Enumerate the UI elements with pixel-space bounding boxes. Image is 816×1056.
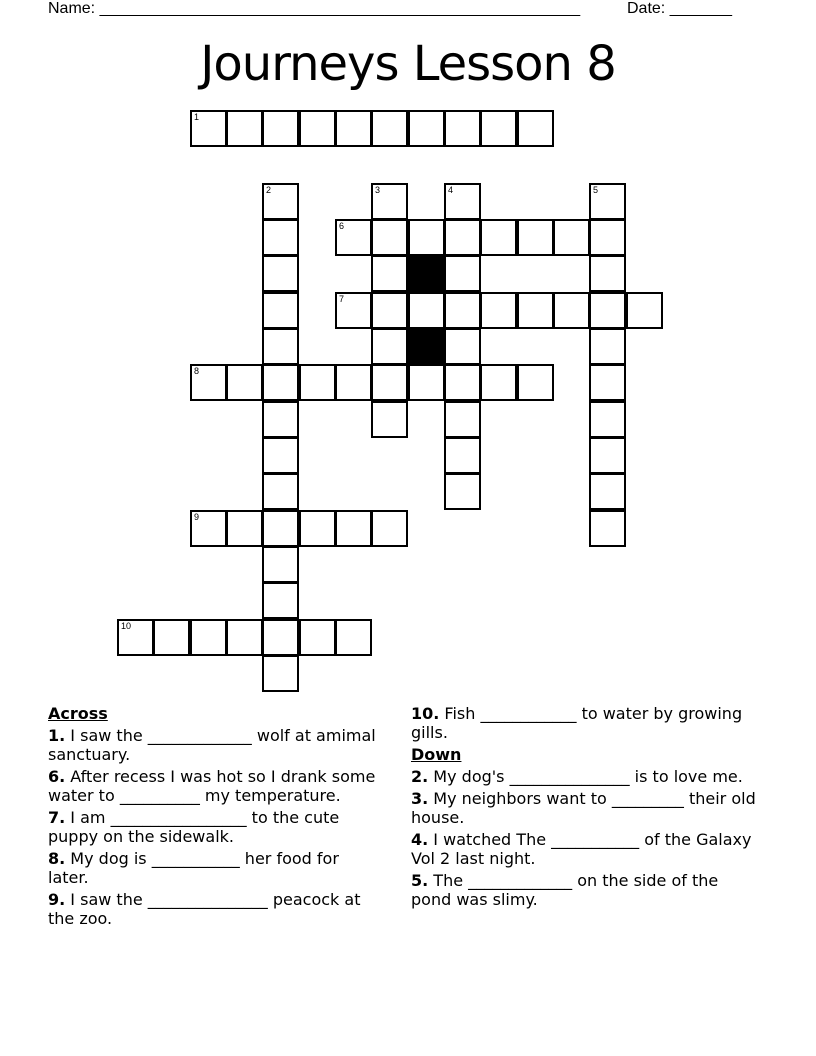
crossword-black-square [408,255,445,292]
crossword-cell[interactable] [589,183,626,220]
crossword-cell[interactable] [444,219,481,256]
crossword-cell[interactable] [444,401,481,438]
crossword-cell[interactable] [589,510,626,547]
crossword-cell[interactable] [262,582,299,619]
crossword-cell[interactable] [262,110,299,147]
crossword-cell[interactable] [335,364,372,401]
clue-across-1 [48,726,378,764]
crossword-cell[interactable] [371,110,408,147]
clue-down-2 [411,767,756,786]
crossword-cell[interactable] [517,292,554,329]
crossword-cell[interactable] [408,364,445,401]
crossword-cell[interactable] [262,364,299,401]
crossword-black-square [408,328,445,365]
crossword-cell[interactable] [589,255,626,292]
clues-left-column [48,704,378,931]
crossword-cell[interactable] [299,364,336,401]
clue-text: My dog is ___________ her food for later. [48,849,339,887]
crossword-cell[interactable] [335,292,372,329]
crossword-cell[interactable] [371,183,408,220]
crossword-cell[interactable] [553,292,590,329]
crossword-cell[interactable] [480,364,517,401]
crossword-cell[interactable] [190,110,227,147]
clue-down-4 [411,830,756,868]
clue-text: The _____________ on the side of the pond was slimy. [411,871,719,909]
crossword-cell[interactable] [408,110,445,147]
crossword-cell[interactable] [371,292,408,329]
crossword-cell[interactable] [589,401,626,438]
clue-across-6 [48,767,378,805]
crossword-cell[interactable] [262,255,299,292]
clue-number: 4. [411,830,429,849]
crossword-cell[interactable] [299,510,336,547]
crossword-cell[interactable] [408,292,445,329]
clue-number-label: 4 [448,185,454,195]
crossword-cell[interactable] [589,437,626,474]
clue-number-label: 7 [339,294,345,304]
crossword-cell[interactable] [335,219,372,256]
crossword-cell[interactable] [226,110,263,147]
crossword-cell[interactable] [517,219,554,256]
crossword-cell[interactable] [371,364,408,401]
crossword-cell[interactable] [335,510,372,547]
across-heading: Across [48,704,108,723]
down-heading: Down [411,745,462,764]
clue-text: I saw the _______________ peacock at the zoo. [48,890,361,928]
clue-text: I saw the _____________ wolf at amimal sanctuary. [48,726,376,764]
crossword-cell[interactable] [371,401,408,438]
crossword-cell[interactable] [262,619,299,656]
clue-text: I watched The ___________ of the Galaxy Vol 2 last night. [411,830,752,868]
clue-across-10 [411,704,756,742]
crossword-cell[interactable] [589,292,626,329]
crossword-cell[interactable] [517,364,554,401]
crossword-cell[interactable] [371,328,408,365]
crossword-cell[interactable] [190,510,227,547]
clue-number: 6. [48,767,66,786]
crossword-cell[interactable] [444,473,481,510]
clue-number-label: 6 [339,221,345,231]
crossword-cell[interactable] [117,619,154,656]
crossword-cell[interactable] [589,364,626,401]
crossword-cell[interactable] [589,473,626,510]
crossword-cell[interactable] [371,255,408,292]
clue-number: 10. [411,704,440,723]
crossword-cell[interactable] [262,655,299,692]
clue-number: 9. [48,890,66,909]
clue-across-7 [48,808,378,846]
clue-number-label: 5 [593,185,599,195]
crossword-cell[interactable] [190,619,227,656]
crossword-cell[interactable] [153,619,190,656]
crossword-cell[interactable] [299,110,336,147]
crossword-cell[interactable] [480,219,517,256]
clue-number: 1. [48,726,66,745]
crossword-cell[interactable] [444,328,481,365]
crossword-cell[interactable] [444,255,481,292]
name-field[interactable]: Name: ______________________________________________________ [48,0,581,17]
crossword-cell[interactable] [226,619,263,656]
clue-number: 7. [48,808,66,827]
crossword-cell[interactable] [262,401,299,438]
clue-across-8 [48,849,378,887]
page-title: Journeys Lesson 8 [200,36,616,92]
crossword-cell[interactable] [262,292,299,329]
crossword-cell[interactable] [444,183,481,220]
clue-number: 3. [411,789,429,808]
crossword-cell[interactable] [517,110,554,147]
crossword-cell[interactable] [444,437,481,474]
crossword-cell[interactable] [190,364,227,401]
crossword-cell[interactable] [480,110,517,147]
crossword-cell[interactable] [226,364,263,401]
crossword-cell[interactable] [262,473,299,510]
clue-down-3 [411,789,756,827]
crossword-cell[interactable] [371,219,408,256]
crossword-cell[interactable] [335,619,372,656]
clue-number-label: 8 [194,366,200,376]
clue-number-label: 9 [194,512,200,522]
crossword-cell[interactable] [262,328,299,365]
clue-number-label: 3 [375,185,381,195]
crossword-cell[interactable] [262,183,299,220]
clue-text: My dog's _______________ is to love me. [428,767,743,786]
clue-number-label: 2 [266,185,272,195]
clue-number: 8. [48,849,66,868]
clue-number-label: 1 [194,112,200,122]
crossword-cell[interactable] [444,110,481,147]
clue-number: 5. [411,871,429,890]
clue-text: I am _________________ to the cute puppy on the sidewalk. [48,808,340,846]
crossword-cell[interactable] [226,510,263,547]
clue-down-5 [411,871,756,909]
crossword-cell[interactable] [408,219,445,256]
clue-number-label: 10 [121,621,132,631]
crossword-cell[interactable] [589,219,626,256]
crossword-cell[interactable] [589,328,626,365]
crossword-cell[interactable] [480,292,517,329]
clue-number: 2. [411,767,429,786]
clues-right-column [411,704,756,912]
crossword-cell[interactable] [335,110,372,147]
clue-text: My neighbors want to _________ their old house. [411,789,756,827]
crossword-cell[interactable] [626,292,663,329]
crossword-cell[interactable] [444,292,481,329]
crossword-cell[interactable] [444,364,481,401]
clue-across-9 [48,890,378,928]
crossword-cell[interactable] [262,219,299,256]
crossword-cell[interactable] [262,437,299,474]
crossword-cell[interactable] [553,219,590,256]
crossword-cell[interactable] [262,546,299,583]
crossword-cell[interactable] [371,510,408,547]
clue-text: Fish ____________ to water by growing gills. [411,704,743,742]
clue-text: After recess I was hot so I drank some water to __________ my temperature. [48,767,376,805]
crossword-cell[interactable] [299,619,336,656]
crossword-cell[interactable] [262,510,299,547]
date-field[interactable]: Date: _______ [627,0,732,17]
